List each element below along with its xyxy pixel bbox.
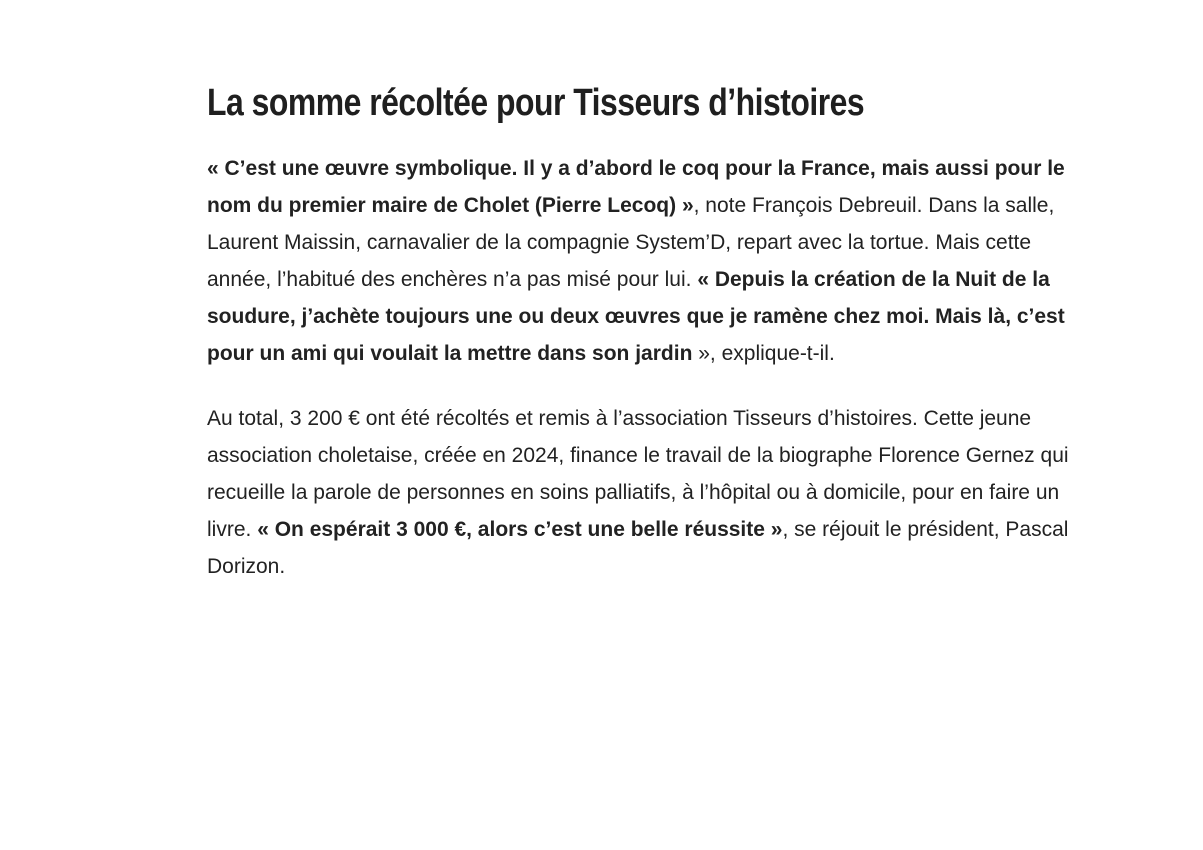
- paragraph-1-text-1: , note François Debreuil. Dans la salle, Laurent Maissin, carnavalier de la compagnie System’D, repart avec la tortue. Mais cette année, l’habitué des enchères n’a pas misé pour lui.: [207, 194, 1055, 291]
- paragraph-2-text-1: Au total, 3 200 € ont été récoltés et remis à l’association Tisseurs d’histoires. Cette jeune association choletaise, créée en 2024, finance le travail de la biographe Florence Gernez qui recueille la parole de personnes en soins palliatifs, à l’hôpital ou à domicile, pour en faire un livre.: [207, 407, 1069, 541]
- article-paragraph-2: [207, 400, 1069, 585]
- article: [207, 78, 1069, 585]
- article-heading: La somme récoltée pour Tisseurs d’histoires: [207, 82, 865, 124]
- quote-coq: « C’est une œuvre symbolique. Il y a d’abord le coq pour la France, mais aussi pour le nom du premier maire de Cholet (Pierre Lecoq) »: [207, 157, 1065, 217]
- article-paragraph-1: [207, 150, 1069, 372]
- quote-nuit-de-la-soudure: « Depuis la création de la Nuit de la soudure, j’achète toujours une ou deux œuvres que je ramène chez moi. Mais là, c’est pour un ami qui voulait la mettre dans son jardin: [207, 268, 1065, 365]
- paragraph-1-text-2: », explique-t-il.: [692, 342, 835, 365]
- quote-belle-reussite: « On espérait 3 000 €, alors c’est une belle réussite »: [257, 518, 783, 541]
- paragraph-2-text-2: , se réjouit le président, Pascal Dorizon.: [207, 518, 1069, 578]
